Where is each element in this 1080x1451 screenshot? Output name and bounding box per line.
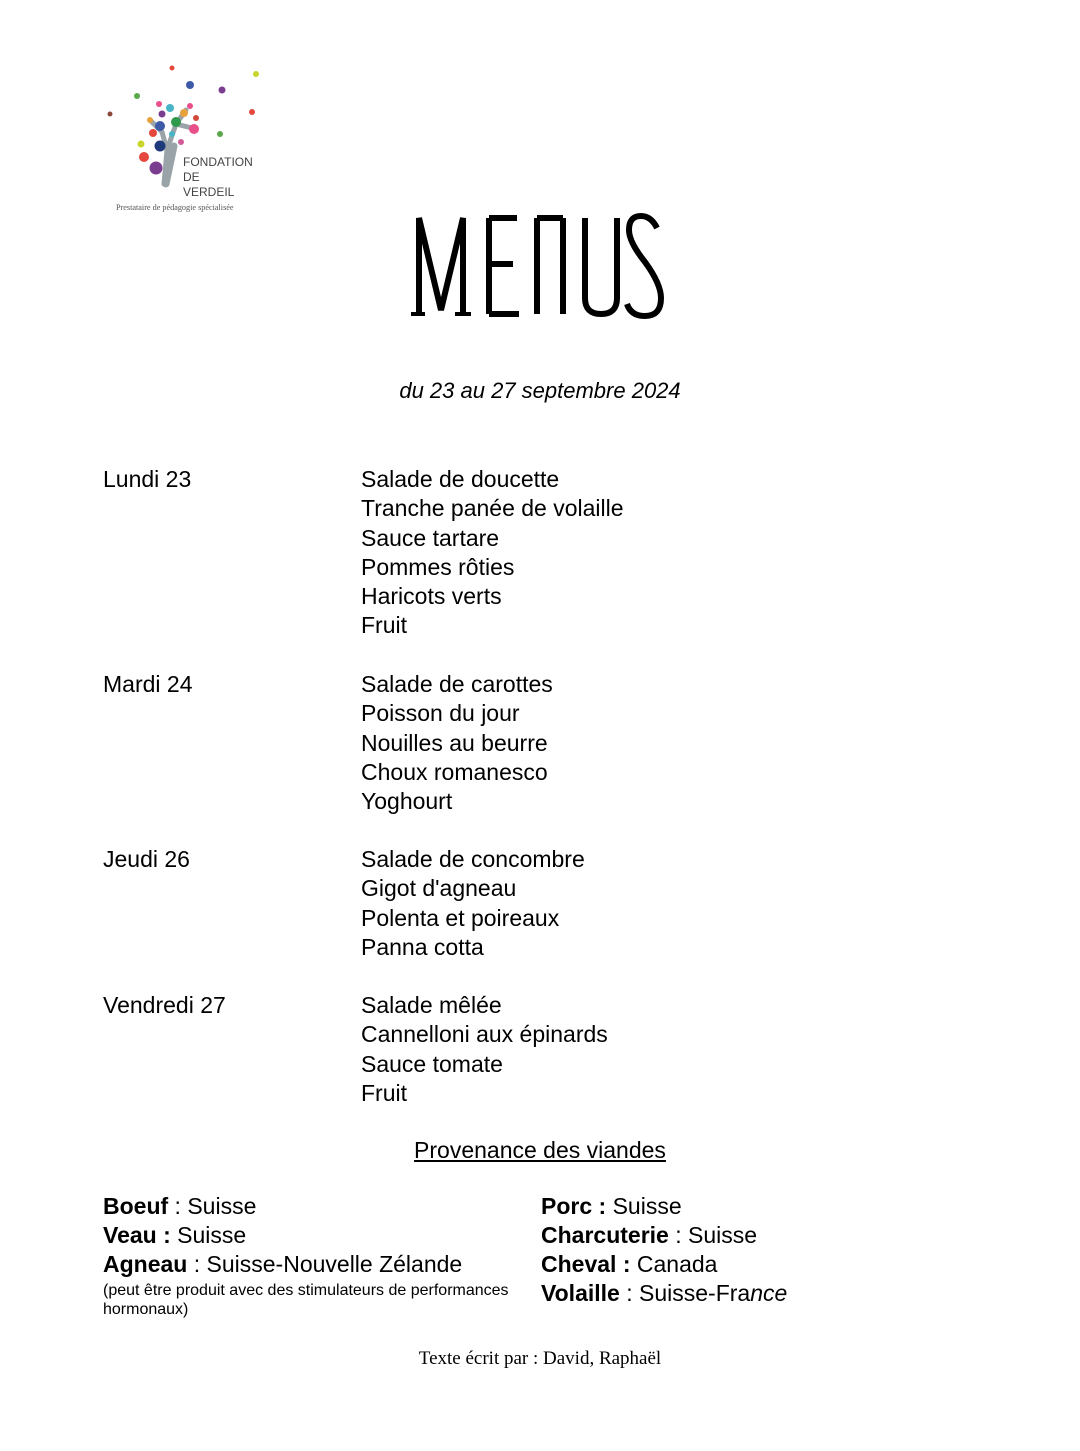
dish-item: Salade de concombre — [361, 846, 585, 872]
day-name: Jeudi 26 — [103, 846, 190, 872]
dish-item: Salade de carottes — [361, 671, 553, 697]
logo-line-verdeil: VERDEIL — [183, 185, 235, 199]
hormone-note: (peut être produit avec des stimulateurs de performances hormonaux) — [103, 1282, 509, 1318]
logo-tagline: Prestataire de pédagogie spécialisée — [116, 203, 234, 212]
dish-item: Cannelloni aux épinards — [361, 1021, 608, 1048]
day-name: Vendredi 27 — [103, 992, 226, 1018]
foundation-logo — [104, 62, 264, 217]
dish-item: Pommes rôties — [361, 553, 515, 580]
meat-origin-agneau — [103, 1250, 462, 1279]
meat-name: Porc : — [541, 1193, 607, 1219]
meat-name: Cheval : — [541, 1251, 631, 1277]
provenance-title: Provenance des viandes — [414, 1137, 666, 1163]
meat-separator: : — [187, 1251, 207, 1277]
meat-name: Volaille — [541, 1280, 620, 1306]
dish-item: Haricots verts — [361, 583, 502, 610]
dish-item: Yoghourt — [361, 788, 453, 815]
meat-separator: : — [619, 1280, 639, 1306]
dish-item: Sauce tomate — [361, 1050, 503, 1077]
dish-item: Choux romanesco — [361, 758, 548, 785]
meat-origin: Suisse — [688, 1222, 758, 1248]
dish-item: Panna cotta — [361, 933, 484, 960]
meat-origin: Suisse — [612, 1193, 682, 1219]
author-footer: Texte écrit par : David, Raphaël — [418, 1348, 662, 1369]
meat-origin: Suisse-Nouvelle Zélande — [206, 1251, 463, 1277]
dish-list — [361, 670, 553, 816]
day-name: Mardi 24 — [103, 671, 193, 697]
dish-list — [361, 845, 585, 962]
meat-origin-veau — [103, 1221, 246, 1250]
dish-item: Salade mêlée — [361, 992, 502, 1018]
meat-origin-boeuf — [103, 1192, 256, 1221]
meat-origin: Canada — [636, 1251, 718, 1277]
meat-origin-volaille — [541, 1279, 787, 1308]
dish-item: Nouilles au beurre — [361, 729, 548, 756]
meat-name: Agneau — [103, 1251, 188, 1277]
meat-separator: : — [668, 1222, 688, 1248]
dish-item: Fruit — [361, 1079, 407, 1106]
meat-name: Boeuf — [103, 1193, 169, 1219]
dish-item: Gigot d'agneau — [361, 875, 517, 902]
meat-origin-cheval — [541, 1250, 717, 1279]
provenance-heading — [0, 1137, 1080, 1164]
dish-item: Salade de doucette — [361, 466, 560, 492]
logo-line-fondation: FONDATION — [183, 155, 253, 169]
meat-separator: : — [168, 1193, 188, 1219]
dish-item: Poisson du jour — [361, 700, 520, 727]
meat-name: Veau : — [103, 1222, 171, 1248]
dish-list — [361, 465, 624, 641]
meat-name: Charcuterie — [541, 1222, 669, 1248]
dish-item: Polenta et poireaux — [361, 904, 560, 931]
title-lettering — [405, 198, 675, 320]
meat-origin-italic: nce — [750, 1280, 788, 1306]
meat-origin-charcuterie — [541, 1221, 757, 1250]
logo-line-de: DE — [183, 170, 200, 184]
meat-origin: Suisse — [187, 1193, 257, 1219]
dish-item: Fruit — [361, 612, 407, 639]
meat-origin-porc — [541, 1192, 682, 1221]
dish-item: Tranche panée de volaille — [361, 495, 624, 522]
meat-origin: Suisse — [177, 1222, 247, 1248]
day-name: Lundi 23 — [103, 466, 192, 492]
page-title — [0, 198, 1080, 325]
date-range: du 23 au 27 septembre 2024 — [399, 378, 681, 403]
dish-list — [361, 991, 608, 1108]
dish-item: Sauce tartare — [361, 524, 500, 551]
meat-origin: Suisse-Fra — [639, 1280, 751, 1306]
